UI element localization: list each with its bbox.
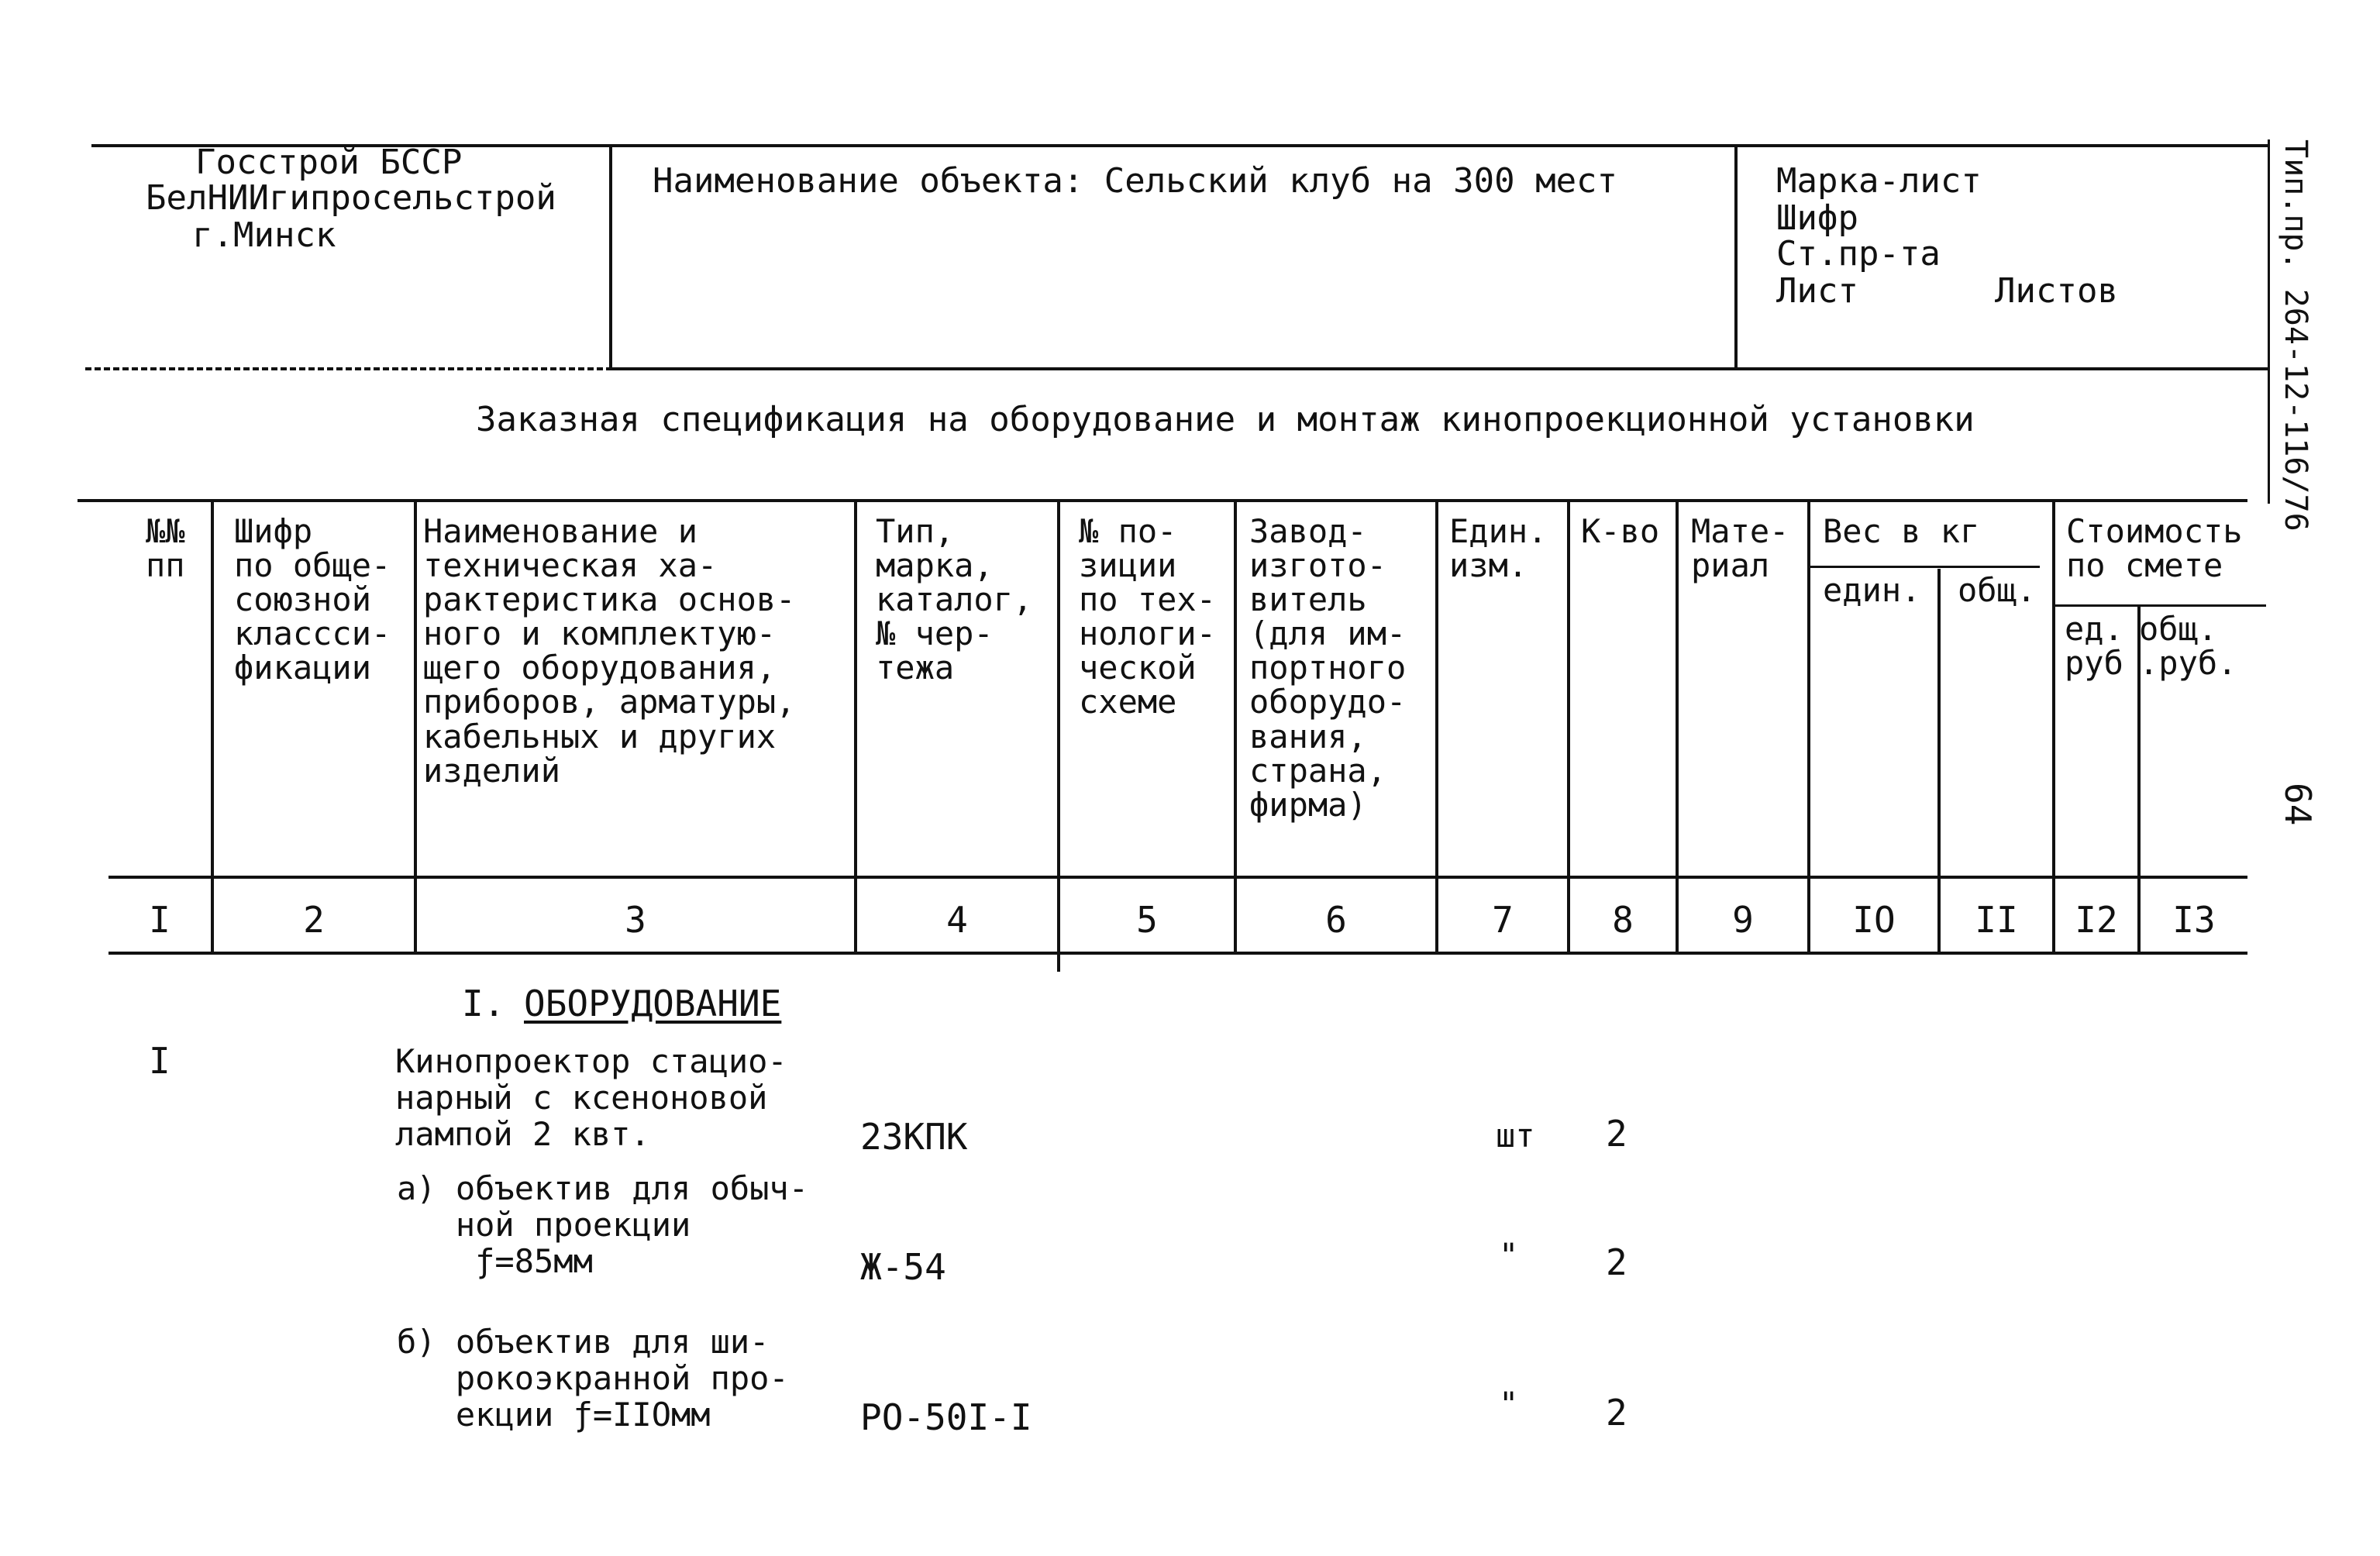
header-col-cost-total: общ. .руб.: [2139, 610, 2237, 683]
column-number: 8: [1612, 899, 1634, 941]
stamp-divider-2: [1734, 144, 1738, 370]
header-col-type: Тип, марка, каталог, № чер- тежа: [876, 512, 1033, 687]
header-col-position: № по- зиции по тех- нологи- ческой схеме: [1079, 512, 1217, 721]
org-line-3: г.Минск: [192, 215, 336, 255]
col-divider-5: [1234, 499, 1237, 953]
header-weight-group: Вес в кг: [1823, 512, 1980, 550]
stamp-listov: Листов: [1995, 271, 2118, 311]
col-divider-8: [1676, 499, 1679, 953]
section-number: I.: [462, 983, 505, 1024]
header-col-manufacturer: Завод- изгото- витель (для им- портного оборудо- вания, страна, фирма): [1249, 512, 1407, 824]
row-name: а) объектив для обыч- ной проекции ƒ=85мм: [397, 1169, 809, 1281]
col-divider-7: [1567, 499, 1570, 953]
header-col-unit: Един. изм.: [1449, 512, 1548, 585]
weight-subheader-rule: [1807, 566, 2040, 568]
row-type: 23КПК: [860, 1116, 968, 1158]
col-divider-11: [2052, 499, 2055, 953]
column-number: 7: [1492, 899, 1514, 941]
stamp-bottom-border: [612, 367, 2269, 370]
table-top-border: [77, 499, 2247, 502]
header-col-weight-total: общ.: [1958, 571, 2037, 609]
row-quantity: 2: [1606, 1241, 1627, 1283]
header-cost-group: Стоимость по смете: [2066, 512, 2243, 585]
column-number: 4: [946, 899, 968, 941]
column-number: 6: [1325, 899, 1347, 941]
stamp-bottom-border-dashed: [85, 367, 612, 370]
column-number: I3: [2172, 899, 2216, 941]
col-divider-10: [1937, 569, 1941, 953]
page-number: 64: [2277, 783, 2319, 826]
column-number: 9: [1732, 899, 1754, 941]
column-number: IO: [1852, 899, 1896, 941]
header-col-cost-unit: ед. руб: [2065, 610, 2123, 683]
col-divider-3: [854, 499, 857, 953]
row-name: б) объектив для ши- рокоэкранной про- екции ƒ=IIОмм: [397, 1323, 789, 1434]
row-unit: шт: [1496, 1117, 1535, 1155]
side-code-rule: [2268, 139, 2270, 504]
row-quantity: 2: [1606, 1113, 1627, 1155]
row-type: Ж-54: [860, 1246, 946, 1288]
col-divider-2: [414, 499, 417, 953]
cost-subheader-rule: [2055, 604, 2266, 607]
row-position: I: [149, 1040, 170, 1082]
row-unit: ": [1499, 1385, 1519, 1423]
column-number: 5: [1136, 899, 1158, 941]
stamp-divider-1: [609, 144, 612, 370]
col-divider-9: [1807, 499, 1810, 953]
org-line-2: БелНИИгипросельстрой: [146, 178, 556, 218]
header-col-weight-unit: един.: [1823, 571, 1921, 609]
object-name: Наименование объекта: Сельский клуб на 300 мест: [653, 161, 1618, 201]
row-unit: ": [1499, 1236, 1519, 1274]
column-number: 3: [625, 899, 646, 941]
col-divider-6: [1435, 499, 1438, 953]
header-col-quantity: К-во: [1581, 512, 1660, 550]
header-col-material: Мате- риал: [1691, 512, 1789, 585]
row-quantity: 2: [1606, 1392, 1627, 1434]
column-numbers-bottom-border: [108, 952, 2247, 955]
stamp-list: Лист: [1776, 271, 1858, 311]
stamp-shifr: Шифр: [1776, 198, 1858, 238]
column-number: 2: [303, 899, 325, 941]
stamp-stadia: Ст.пр-та: [1776, 234, 1941, 274]
section-title: ОБОРУДОВАНИЕ: [524, 983, 782, 1024]
row-type: РО-50I-I: [860, 1396, 1032, 1438]
column-number: II: [1975, 899, 2018, 941]
header-bottom-border: [108, 876, 2247, 879]
row-name: Кинопроектор стацио- нарный с ксеноновой лампой 2 квт.: [395, 1042, 787, 1154]
org-line-1: Госстрой БССР: [195, 143, 463, 182]
header-col-number: №№ пп: [146, 512, 185, 585]
stamp-marka: Марка-лист: [1776, 161, 1982, 201]
column-number: I: [149, 899, 170, 941]
header-col-name: Наименование и техническая ха- рактеристика основ- ного и комплектую- щего оборудования, приборов, арматуры, кабельных и других изделий: [423, 512, 796, 790]
side-code: Тип.пр. 264-12-116/76: [2278, 139, 2313, 532]
header-col-code: Шифр по обще- союзной классси- фикации: [234, 512, 391, 687]
column-number: I2: [2075, 899, 2118, 941]
col-divider-1: [211, 499, 214, 953]
col-divider-4: [1057, 499, 1060, 972]
document-title: Заказная спецификация на оборудование и монтаж кинопроекционной установки: [476, 400, 1975, 439]
